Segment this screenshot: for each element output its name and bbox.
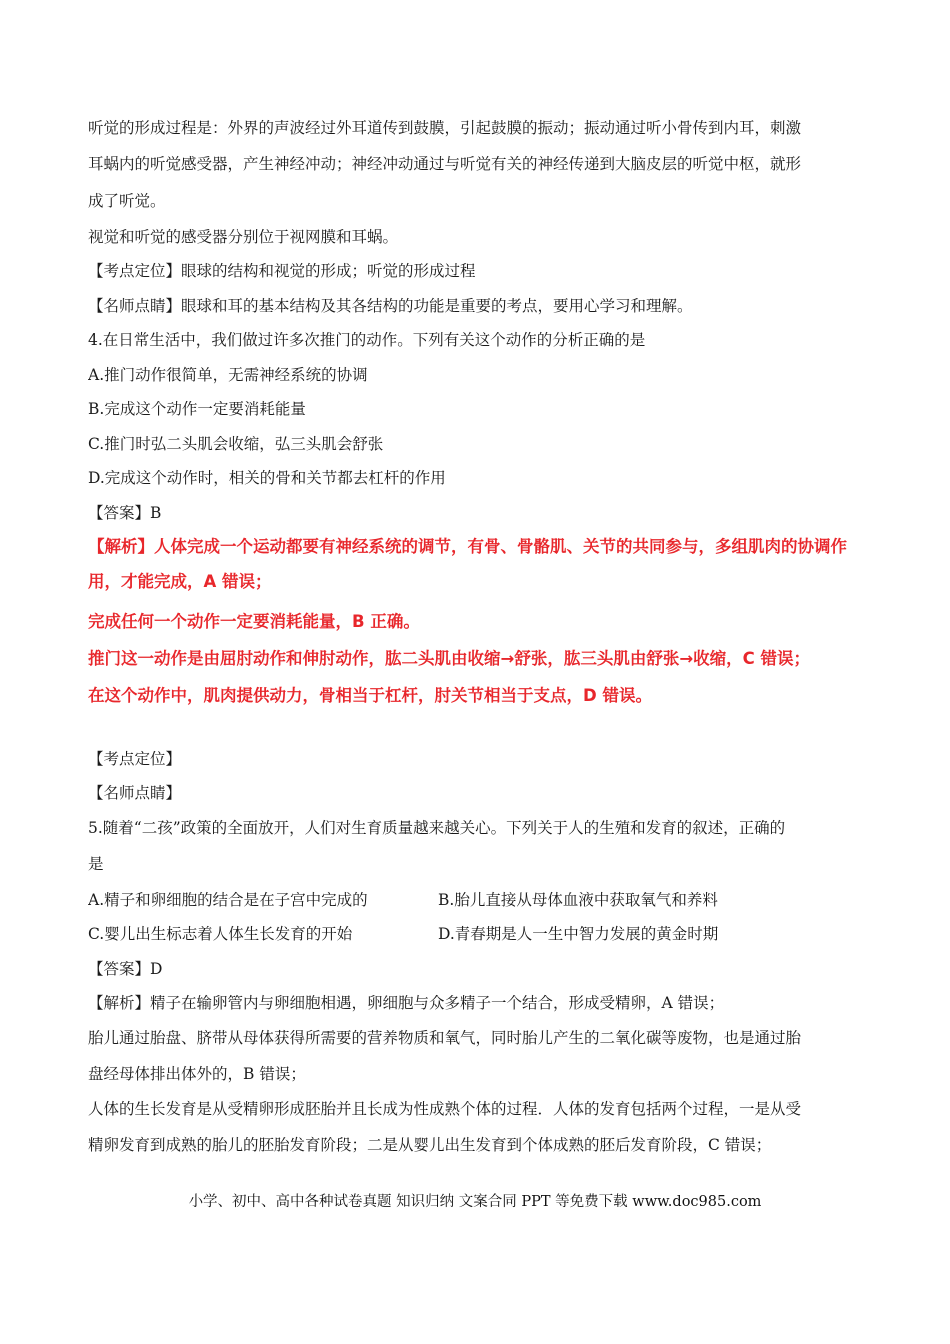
question-4-option-a: A.推门动作很简单，无需神经系统的协调 [88,366,368,384]
question-5-option-c: C.婴儿出生标志着人体生长发育的开始 [88,925,353,943]
question-5-option-b: B.胎儿直接从母体血液中获取氧气和养料 [438,891,718,909]
question-4-explanation-line: 用，才能完成，A 错误； [88,572,272,591]
question-4-explanation-line: 在这个动作中，肌肉提供动力，骨相当于杠杆，肘关节相当于支点，D 错误。 [88,686,652,705]
question-5-explanation-line: 人体的生长发育是从受精卵形成胚胎并且长成为性成熟个体的过程．人体的发育包括两个过程，一是从受 [88,1100,802,1118]
question-4-option-c: C.推门时弘二头肌会收缩，弘三头肌会舒张 [88,435,384,453]
question-4-explanation-line: 完成任何一个动作一定要消耗能量，B 正确。 [88,612,420,631]
question-4-stem: 4.在日常生活中，我们做过许多次推门的动作。下列有关这个动作的分析正确的是 [88,331,646,349]
page-footer: 小学、初中、高中各种试卷真题 知识归纳 文案合同 PPT 等免费下载 www.doc985.com [188,1194,762,1210]
paragraph-line: 听觉的形成过程是：外界的声波经过外耳道传到鼓膜，引起鼓膜的振动；振动通过听小骨传到内耳，刺激 [88,119,802,137]
question-5-stem-cont: 是 [88,855,104,873]
question-4-explanation-line: 推门这一动作是由屈肘动作和伸肘动作，肱二头肌由收缩→舒张，肱三头肌由舒张→收缩，C 错误； [88,649,811,668]
paragraph-line: 耳蜗内的听觉感受器，产生神经冲动；神经冲动通过与听觉有关的神经传递到大脑皮层的听觉中枢，就形 [88,155,802,173]
question-5-explanation-line: 盘经母体排出体外的，B 错误； [88,1065,306,1083]
mingshi-line: 【名师点睛】眼球和耳的基本结构及其各结构的功能是重要的考点，要用心学习和理解。 [88,297,693,315]
paragraph-line: 视觉和听觉的感受器分别位于视网膜和耳蜗。 [88,228,399,246]
question-4-option-b: B.完成这个动作一定要消耗能量 [88,400,306,418]
question-5-explanation-line: 胎儿通过胎盘、脐带从母体获得所需要的营养物质和氧气，同时胎儿产生的二氧化碳等废物，也是通过胎 [88,1029,802,1047]
question-5-stem: 5.随着“二孩”政策的全面放开，人们对生育质量越来越关心。下列关于人的生殖和发育的叙述，正确的 [88,819,786,837]
question-4-mingshi: 【名师点睛】 [88,784,182,802]
question-5-option-d: D.青春期是人一生中智力发展的黄金时期 [438,925,719,943]
question-4-answer: 【答案】B [88,504,162,522]
question-5-explanation-line: 精卵发育到成熟的胎儿的胚胎发育阶段；二是从婴儿出生发育到个体成熟的胚后发育阶段，C 错误； [88,1136,772,1154]
question-4-explanation-line: 【解析】人体完成一个运动都要有神经系统的调节，有骨、骨骼肌、关节的共同参与，多组肌肉的协调作 [88,537,847,556]
question-4-option-d: D.完成这个动作时，相关的骨和关节都去杠杆的作用 [88,469,446,487]
paragraph-line: 成了听觉。 [88,192,166,210]
question-4-kaodian: 【考点定位】 [88,750,182,768]
question-5-explanation-line: 【解析】精子在输卵管内与卵细胞相遇，卵细胞与众多精子一个结合，形成受精卵，A 错误； [88,994,725,1012]
question-5-answer: 【答案】D [88,960,163,978]
question-5-option-a: A.精子和卵细胞的结合是在子宫中完成的 [88,891,368,909]
kaodian-line: 【考点定位】眼球的结构和视觉的形成；听觉的形成过程 [88,262,476,280]
